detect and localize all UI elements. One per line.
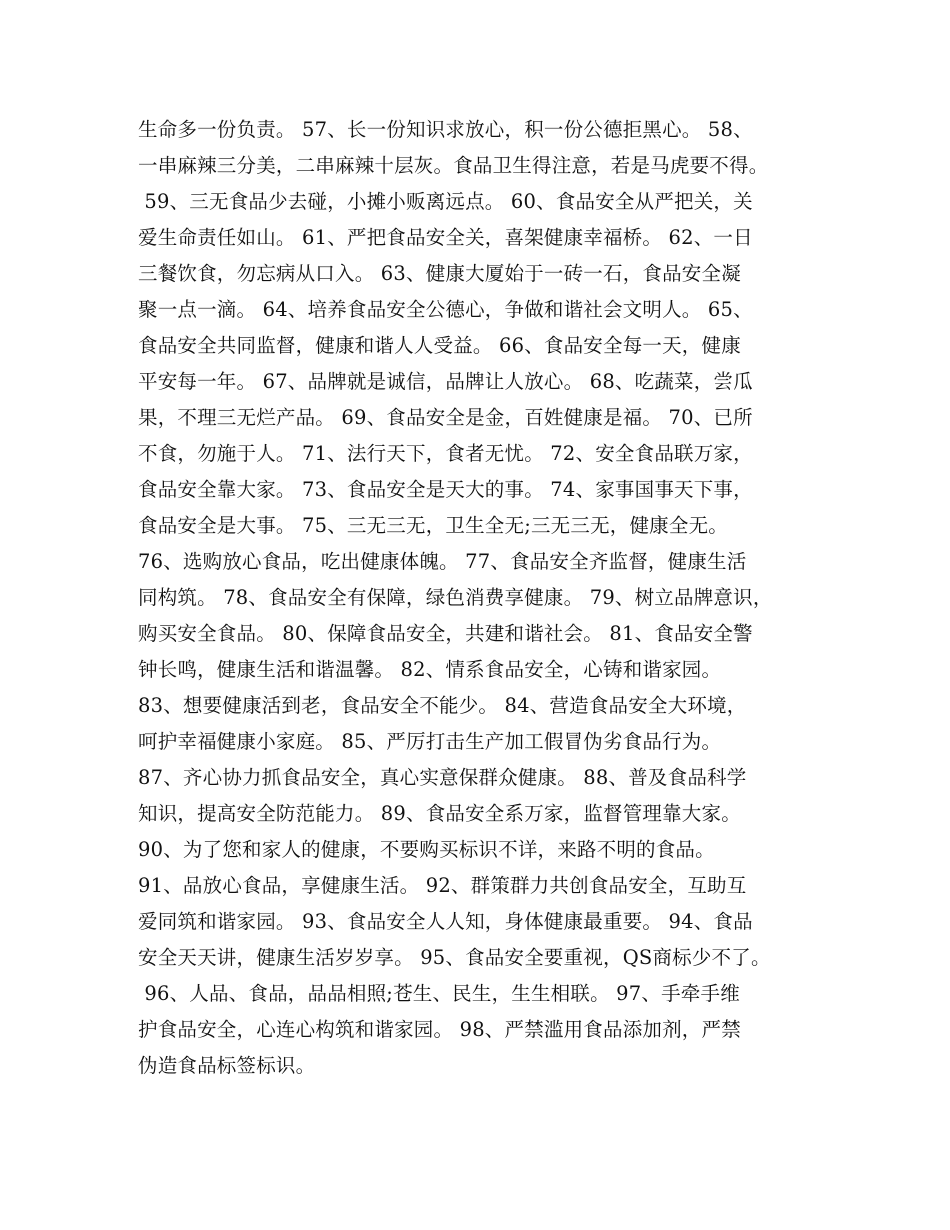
text-line: 76、选购放心食品，吃出健康体魄。 77、食品安全齐监督，健康生活 (138, 550, 747, 573)
text-line: 呵护幸福健康小家庭。 85、严厉打击生产加工假冒伪劣食品行为。 (138, 730, 722, 753)
text-line: 知识，提高安全防范能力。 89、食品安全系万家，监督管理靠大家。 (138, 802, 741, 825)
text-line: 90、为了您和家人的健康，不要购买标识不详，来路不明的食品。 (138, 838, 715, 861)
text-line: 爱生命责任如山。 61、严把食品安全关，喜架健康幸福桥。 62、一日 (138, 226, 753, 249)
text-line: 购买安全食品。 80、保障食品安全，共建和谐社会。 81、食品安全警 (138, 622, 753, 645)
text-line: 聚一点一滴。 64、培养食品安全公德心，争做和谐社会文明人。 65、 (138, 298, 753, 321)
text-line: 食品安全是大事。 75、三无三无，卫生全无;三无三无，健康全无。 (138, 514, 728, 537)
text-line: 钟长鸣，健康生活和谐温馨。 82、情系食品安全，心铸和谐家园。 (138, 658, 722, 681)
text-line: 不食，勿施于人。 71、法行天下，食者无忧。 72、安全食品联万家， (138, 442, 753, 465)
text-line: 果，不理三无烂产品。 69、食品安全是金，百姓健康是福。 70、已所 (138, 406, 753, 429)
body-text (138, 112, 828, 1084)
text-line: 同构筑。 78、食品安全有保障，绿色消费享健康。 79、树立品牌意识， (138, 586, 773, 609)
text-line: 生命多一份负责。 57、长一份知识求放心，积一份公德拒黑心。 58、 (138, 118, 753, 141)
text-line: 平安每一年。 67、品牌就是诚信，品牌让人放心。 68、吃蔬菜，尝瓜 (138, 370, 753, 393)
text-line: 安全天天讲，健康生活岁岁享。 95、食品安全要重视，QS商标少不了。 (138, 946, 771, 969)
text-line: 59、三无食品少去碰，小摊小贩离远点。 60、食品安全从严把关，关 (138, 190, 753, 213)
text-line: 爱同筑和谐家园。 93、食品安全人人知，身体健康最重要。 94、食品 (138, 910, 753, 933)
text-line: 96、人品、食品，品品相照;苍生、民生，生生相联。 97、手牵手维 (138, 982, 740, 1005)
text-line: 83、想要健康活到老，食品安全不能少。 84、营造食品安全大环境， (138, 694, 747, 717)
text-line: 伪造食品标签标识。 (138, 1054, 316, 1077)
text-line: 食品安全靠大家。 73、食品安全是天大的事。 74、家事国事天下事， (138, 478, 753, 501)
text-line: 91、品放心食品，享健康生活。 92、群策群力共创食品安全，互助互 (138, 874, 747, 897)
text-line: 一串麻辣三分美，二串麻辣十层灰。食品卫生得注意，若是马虎要不得。 (138, 154, 769, 177)
text-line: 食品安全共同监督，健康和谐人人受益。 66、食品安全每一天，健康 (138, 334, 741, 357)
text-line: 三餐饮食，勿忘病从口入。 63、健康大厦始于一砖一石，食品安全凝 (138, 262, 741, 285)
text-line: 87、齐心协力抓食品安全，真心实意保群众健康。 88、普及食品科学 (138, 766, 747, 789)
text-line: 护食品安全，心连心构筑和谐家园。 98、严禁滥用食品添加剂，严禁 (138, 1018, 741, 1041)
